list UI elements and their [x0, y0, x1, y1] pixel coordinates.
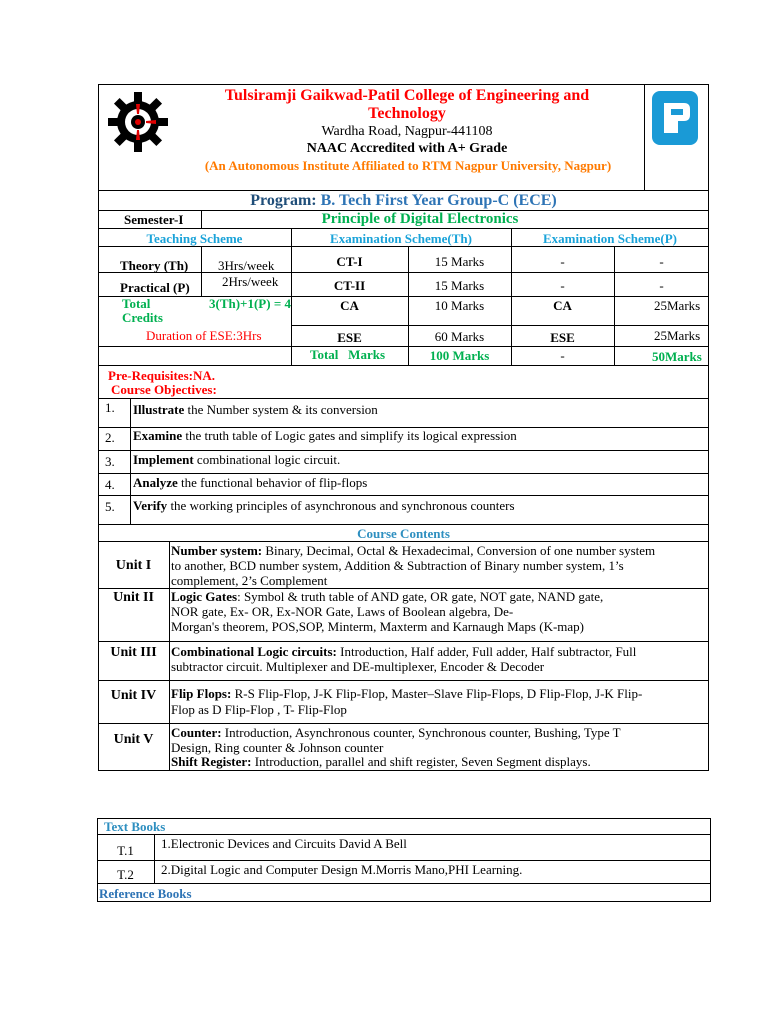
objectives-title: Course Objectives: — [111, 382, 217, 397]
objective-4-num: 4. — [105, 477, 115, 492]
total-th-marks: 100 Marks — [429, 348, 490, 363]
prerequisites-value: NA. — [192, 368, 215, 383]
objective-1-num: 1. — [105, 400, 115, 415]
textbook-1-id: T.1 — [117, 843, 134, 858]
objective-3 — [133, 452, 340, 467]
objective-4 — [133, 475, 367, 490]
ct1-marks: 15 Marks — [434, 254, 485, 269]
ct2-marks: 15 Marks — [434, 278, 485, 293]
unit-1-line-2: to another, BCD number system, Addition & Subtraction of Binary number system, 1’s — [171, 558, 624, 573]
practical-hours: 2Hrs/week — [222, 274, 279, 289]
unit-2-heading: Logic Gates — [171, 589, 238, 604]
unit-5-line-1 — [171, 725, 621, 740]
ca-th-marks: 10 Marks — [434, 298, 485, 313]
textbook-2-text: 2.Digital Logic and Computer Design M.Morris Mano,PHI Learning. — [161, 862, 523, 877]
exam-p-header: Examination Scheme(P) — [543, 231, 677, 246]
unit-2-line-1 — [171, 589, 603, 604]
unit-1-line-3: complement, 2’s Complement — [171, 573, 328, 588]
objective-4-text: the functional behavior of flip-flops — [177, 475, 368, 490]
reference-books-title: Reference Books — [99, 886, 192, 901]
textbook-1-text: 1.Electronic Devices and Circuits David A Bell — [161, 836, 407, 851]
unit-1-line-1 — [171, 543, 655, 558]
unit-5-text-3: Introduction, parallel and shift register, Seven Segment displays. — [251, 754, 591, 769]
prerequisites — [108, 368, 215, 383]
unit-1-name: Unit I — [115, 558, 152, 573]
program-value: B. Tech First Year Group-C (ECE) — [320, 192, 557, 209]
objective-5-verb: Verify — [133, 498, 168, 513]
unit-5-line-3 — [171, 754, 591, 769]
theory-label: Theory (Th) — [120, 258, 189, 273]
ca-p-label: CA — [553, 298, 572, 313]
unit-2-text-1: : Symbol & truth table of AND gate, OR gate, NOT gate, NAND gate, — [237, 589, 604, 604]
semester-label: Semester-I — [124, 212, 184, 227]
objective-3-num: 3. — [105, 454, 115, 469]
naac-accreditation: NAAC Accredited with A+ Grade — [306, 141, 508, 156]
unit-4-heading: Flip Flops: — [171, 686, 232, 701]
unit-5-name: Unit V — [113, 732, 154, 747]
objective-4-verb: Analyze — [133, 475, 178, 490]
exam-th-header: Examination Scheme(Th) — [330, 231, 472, 246]
college-address: Wardha Road, Nagpur-441108 — [321, 124, 493, 139]
ese-th-marks: 60 Marks — [434, 329, 485, 344]
ese-p-marks: 25Marks — [654, 328, 701, 343]
unit-4-line-1 — [171, 686, 642, 701]
ca-p-marks: 25Marks — [654, 298, 701, 313]
total-credits-label: Total Credits — [122, 296, 163, 325]
objective-5 — [133, 498, 515, 513]
unit-1-heading: Number system: — [171, 543, 263, 558]
unit-5-heading: Counter: — [171, 725, 222, 740]
practical-label: Practical (P) — [120, 280, 190, 295]
objective-5-num: 5. — [105, 499, 115, 514]
p-row1-label: - — [560, 254, 565, 269]
course-title: Principle of Digital Electronics — [321, 211, 519, 227]
unit-2-name: Unit II — [113, 590, 154, 605]
brand-c-logo — [652, 91, 698, 145]
college-gear-logo — [108, 88, 170, 158]
course-contents-title: Course Contents — [357, 526, 450, 541]
objective-2-text: the truth table of Logic gates and simplify its logical expression — [182, 428, 517, 443]
unit-4-name: Unit IV — [110, 688, 157, 703]
ese-th-label: ESE — [337, 330, 362, 345]
ct1-label: CT-I — [336, 254, 363, 269]
objective-3-text: combinational logic circuit. — [193, 452, 341, 467]
ct2-label: CT-II — [333, 278, 366, 293]
unit-5-line-2: Design, Ring counter & Johnson counter — [171, 740, 384, 755]
unit-2-line-2: NOR gate, Ex- OR, Ex-NOR Gate, Laws of Boolean algebra, De- — [171, 604, 514, 619]
teaching-scheme-header: Teaching Scheme — [146, 231, 243, 246]
unit-4-text-1: R-S Flip-Flop, J-K Flip-Flop, Master–Slave Flip-Flops, D Flip-Flop, J-K Flip- — [231, 686, 643, 701]
total-p-dash: - — [560, 348, 565, 363]
total-marks-label: Total Marks — [310, 347, 385, 362]
unit-3-name: Unit III — [110, 645, 157, 660]
objective-1-verb: Illustrate — [133, 402, 185, 417]
textbooks-title: Text Books — [104, 819, 166, 834]
unit-1-text-1: Binary, Decimal, Octal & Hexadecimal, Conversion of one number system — [262, 543, 656, 558]
affiliation-text: (An Autonomous Institute Affiliated to RTM Nagpur University, Nagpur) — [204, 158, 612, 173]
prerequisites-label: Pre-Requisites: — [108, 368, 193, 383]
objective-1-text: the Number system & its conversion — [184, 402, 378, 417]
ese-duration: Duration of ESE:3Hrs — [146, 328, 262, 343]
objective-5-text: the working principles of asynchronous and synchronous counters — [167, 498, 515, 513]
theory-hours: 3Hrs/week — [218, 258, 275, 273]
p-row1-value: - — [659, 254, 664, 269]
objective-1 — [133, 402, 378, 417]
program-label: Program: — [250, 192, 317, 209]
objective-3-verb: Implement — [133, 452, 194, 467]
unit-2-line-3: Morgan's theorem, POS,SOP, Minterm, Maxterm and Karnaugh Maps (K-map) — [171, 619, 584, 634]
p-row2-value: - — [659, 278, 664, 293]
unit-3-heading: Combinational Logic circuits: — [171, 644, 337, 659]
p-row2-label: - — [560, 278, 565, 293]
ca-th-label: CA — [340, 298, 359, 313]
objective-2-num: 2. — [105, 430, 115, 445]
total-credits-value: 3(Th)+1(P) = 4 — [209, 296, 291, 311]
textbook-2-id: T.2 — [117, 867, 134, 882]
ese-p-label: ESE — [550, 330, 575, 345]
unit-3-line-1 — [171, 644, 636, 659]
unit-4-line-2: Flop as D Flip-Flop , T- Flip-Flop — [171, 702, 347, 717]
program-line — [98, 192, 709, 209]
college-name: Tulsiramji Gaikwad-Patil College of Engineering and Technology — [224, 87, 590, 122]
total-p-marks: 50Marks — [652, 349, 702, 364]
unit-3-text-1: Introduction, Half adder, Full adder, Half subtractor, Full — [336, 644, 637, 659]
unit-5-heading-2: Shift Register: — [171, 754, 252, 769]
objective-2 — [133, 428, 517, 443]
unit-5-text-1: Introduction, Asynchronous counter, Synchronous counter, Bushing, Type T — [221, 725, 621, 740]
objective-2-verb: Examine — [133, 428, 183, 443]
unit-3-line-2: subtractor circuit. Multiplexer and DE-multiplexer, Encoder & Decoder — [171, 659, 545, 674]
